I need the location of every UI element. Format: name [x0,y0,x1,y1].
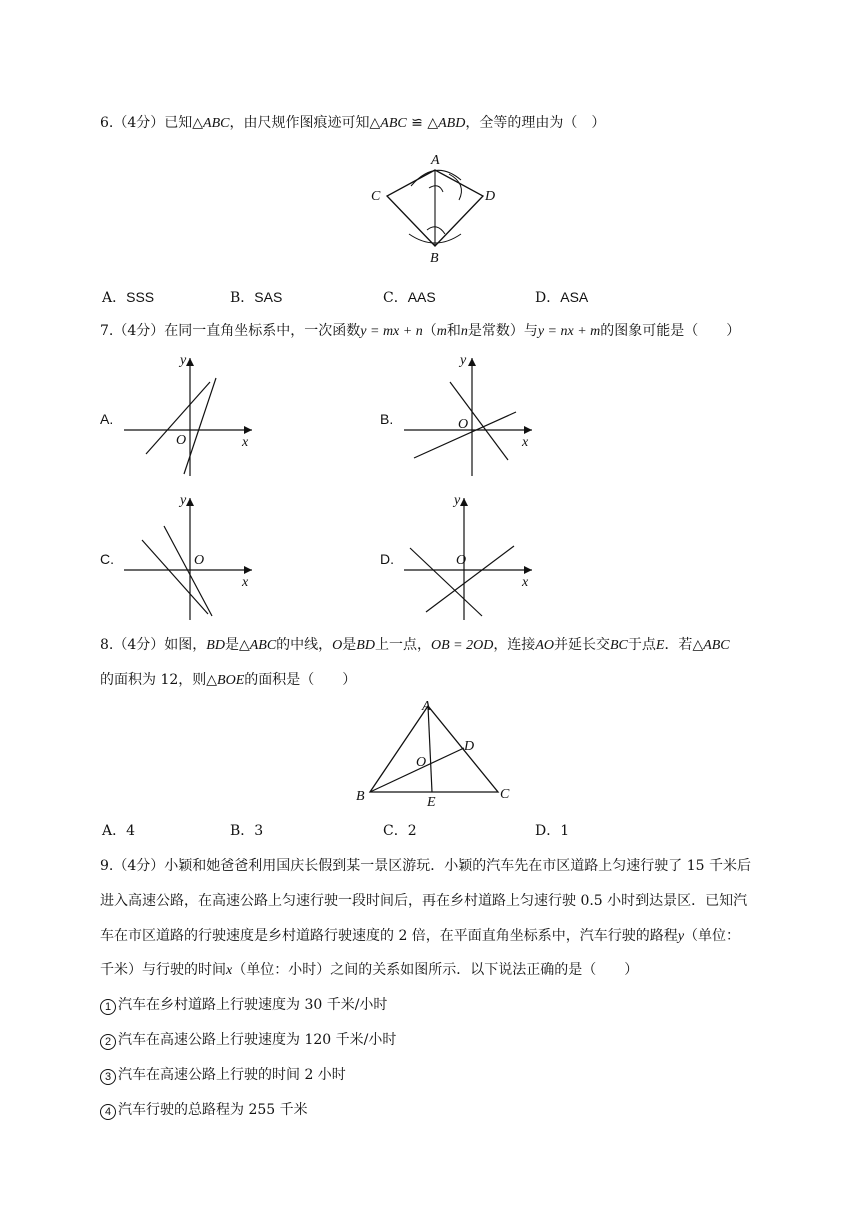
y-label: y [454,493,461,508]
q6-figure [365,148,505,268]
label-a: A [422,699,431,714]
math: E [655,638,665,653]
line-2 [164,526,212,616]
line-2 [426,546,514,612]
q8-figure [350,696,520,812]
score: （4分） [113,115,165,131]
option-text: 4 [126,823,136,839]
graph-label: C. [100,551,114,567]
option-text: SSS [126,289,155,305]
question-number: 7. [100,323,114,339]
text: 是常数）与 [467,323,538,339]
q8-option-a[interactable] [102,822,135,840]
option-text: 1 [560,823,570,839]
x-label: x [242,435,249,450]
label-o: O [416,755,427,770]
label-b: B [356,789,365,804]
math: n [460,324,468,339]
text: 是 [342,637,357,653]
math: △ABC [192,116,230,131]
text: ，连接 [493,637,536,653]
option-letter: B． [230,823,255,839]
text: 如图， [164,637,207,653]
q6-option-a[interactable] [102,288,154,307]
text: 已知 [164,115,193,131]
option-text: 3 [254,823,264,839]
y-label: y [460,353,467,368]
x-label: x [522,435,529,450]
text: （单位： [684,928,741,944]
q6-option-d[interactable] [535,288,588,307]
math: OB = 2OD [430,638,494,653]
line-1 [410,548,482,616]
statement-text: 汽车行驶的总路程为 255 千米 [118,1102,308,1118]
label-b: B [430,251,439,266]
question-number: 6. [100,115,114,131]
origin-label: O [194,553,205,568]
text: 的图象可能是（ ） [600,323,741,339]
q9-statement-3 [100,1066,346,1085]
statement-text: 汽车在乡村道路上行驶速度为 30 千米/小时 [118,997,388,1013]
text: 进入高速公路，在高速公路上匀速行驶一段时间后，再在乡村道路上匀速行驶 0.5 小时到达景区．已知汽 [100,893,748,909]
statement-text: 汽车在高速公路上行驶速度为 120 千米/小时 [118,1032,397,1048]
q9-statement-1 [100,996,387,1015]
q8-option-b[interactable] [230,822,263,840]
question-number: 8. [100,637,114,653]
math: △ABC [692,638,730,653]
option-text: AAS [407,289,436,305]
segment-ae [428,706,432,792]
label-c: C [500,787,510,802]
congruent-symbol: ≌ [406,115,428,131]
score: （4分） [113,323,165,339]
circled-number: 2 [100,1034,116,1050]
arc [427,227,445,234]
text: ，全等的理由为（ ） [465,115,606,131]
graph-label: B. [380,411,394,427]
q7-stem [100,322,740,341]
text: 在同一直角坐标系中，一次函数 [164,323,361,339]
text: （单位：小时）之间的关系如图所示．以下说法正确的是（ ） [232,962,639,978]
option-letter: C． [383,290,408,306]
q8-stem-line1 [100,636,730,655]
option-letter: A． [102,823,127,839]
option-letter: D． [535,823,561,839]
x-arrow-icon [524,566,532,574]
y-arrow-icon [460,498,468,506]
circled-number: 4 [100,1104,116,1120]
y-arrow-icon [186,358,194,366]
text: 并延长交 [553,637,610,653]
q9-stem-line1 [100,857,751,875]
y-arrow-icon [186,498,194,506]
x-arrow-icon [524,426,532,434]
text: 的中线， [276,637,333,653]
option-letter: B． [230,290,255,306]
text: ．若 [664,637,693,653]
q7-graph-a[interactable] [98,350,268,480]
option-letter: A． [102,290,127,306]
origin-label: O [456,553,467,568]
text: 的面积是（ ） [244,672,357,688]
arc [429,186,443,192]
math: △ABC [369,116,407,131]
label-c: C [371,189,381,204]
q6-stem [100,114,605,133]
option-letter: C． [383,823,408,839]
q7-graph-d[interactable] [378,490,548,625]
math: AO [535,638,554,653]
q7-graph-c[interactable] [98,490,268,625]
option-letter: D． [535,290,561,306]
text: 是 [224,637,239,653]
q7-graph-b[interactable] [378,350,548,480]
math: △BOE [206,673,245,688]
q6-option-c[interactable] [383,288,436,307]
option-text: SAS [254,289,283,305]
text: 车在市区道路的行驶速度是乡村道路行驶速度的 2 倍，在平面直角坐标系中，汽车行驶的路程 [100,928,678,944]
origin-label: O [458,417,469,432]
q8-stem-line2 [100,671,356,690]
x-label: x [522,575,529,590]
math: △ABD [427,116,466,131]
math: BC [609,638,628,653]
q8-option-d[interactable] [535,822,569,840]
circled-number: 3 [100,1069,116,1085]
math: y = nx + m [537,324,601,339]
question-number: 9. [100,858,114,874]
y-label: y [180,493,187,508]
arc [411,170,461,186]
text: 的面积为 12，则 [100,672,207,688]
text: 于点 [627,637,656,653]
text: （ [422,323,437,339]
text: 小颖和她爸爸利用国庆长假到某一景区游玩．小颖的汽车先在市区道路上匀速行驶了 15 千米后 [164,858,751,874]
math: m [436,324,447,339]
math: △ABC [238,638,277,653]
x-arrow-icon [244,426,252,434]
label-a: A [431,153,440,168]
option-text: 2 [407,823,417,839]
math: x [226,963,233,978]
triangle-abc [370,706,498,792]
math: BD [206,638,225,653]
text: 和 [446,323,461,339]
label-d: D [464,739,475,754]
score: （4分） [113,637,165,653]
q9-statement-4 [100,1101,308,1120]
text: 千米）与行驶的时间 [100,962,226,978]
x-arrow-icon [244,566,252,574]
y-arrow-icon [468,358,476,366]
math: y = mx + n [360,324,423,339]
q8-option-c[interactable] [383,822,417,840]
q9-stem-line3 [100,927,740,946]
text: 上一点， [374,637,431,653]
math: O [332,638,343,653]
y-label: y [180,353,187,368]
text: ，由尺规作图痕迹可知 [229,115,370,131]
label-d: D [485,189,496,204]
line-1 [142,540,208,614]
origin-label: O [176,433,187,448]
q9-stem-line4 [100,961,638,980]
x-label: x [242,575,249,590]
graph-label: A. [100,411,114,427]
graph-label: D. [380,551,394,567]
q6-option-b[interactable] [230,288,282,307]
circled-number: 1 [100,999,116,1015]
score: （4分） [113,858,165,874]
label-e: E [427,795,436,810]
q9-statement-2 [100,1031,396,1050]
math: BD [356,638,375,653]
statement-text: 汽车在高速公路上行驶的时间 2 小时 [118,1067,346,1083]
option-text: ASA [560,289,589,305]
q9-stem-line2 [100,892,747,910]
math: y [677,929,685,944]
